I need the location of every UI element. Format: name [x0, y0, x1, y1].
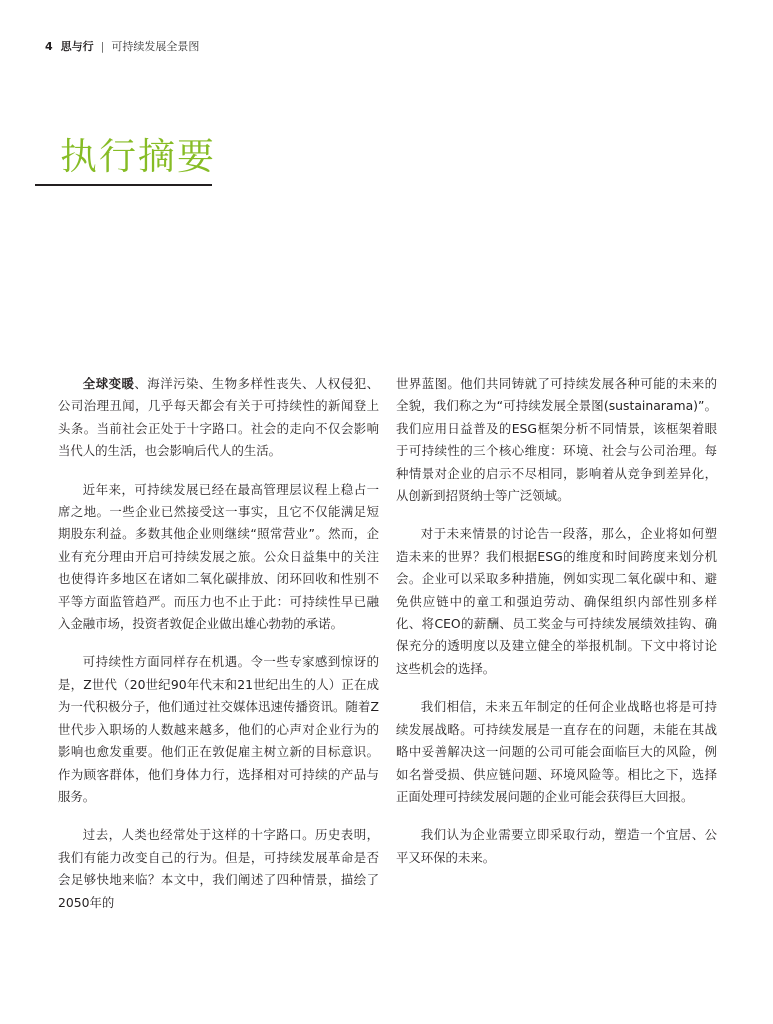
left-text-column	[58, 373, 379, 930]
paragraph-1	[58, 373, 379, 463]
page-number: 4	[45, 40, 53, 53]
paragraph-3: 可持续性方面同样存在机遇。令一些专家感到惊讶的是，Z世代（20世纪90年代末和21世纪出生的人）正在成为一代积极分子，他们通过社交媒体迅速传播资讯。随着Z世代步入职场的人数越来越多，他们的心声对企业行为的影响也愈发重要。他们正在敦促雇主树立新的目标意识。作为顾客群体，他们身体力行，选择相对可持续的产品与服务。	[58, 654, 379, 804]
title-underline	[35, 184, 212, 186]
running-header	[45, 40, 199, 54]
lead-phrase: 全球变暖	[82, 376, 135, 391]
page-title: 执行摘要	[60, 135, 216, 178]
publication-brand: 思与行	[60, 40, 94, 53]
header-separator: |	[100, 40, 105, 53]
right-text-column	[396, 373, 717, 885]
paragraph-5-continued: 世界蓝图。他们共同铸就了可持续发展各种可能的未来的全貌，我们称之为“可持续发展全景图(sustainarama)”。我们应用日益普及的ESG框架分析不同情景，该框架着眼于可持续性的三个核心维度：环境、社会与公司治理。每种情景对企业的启示不尽相同，影响着从竞争到差异化，从创新到招贤纳士等广泛领域。	[396, 376, 717, 504]
paragraph-7: 我们相信，未来五年制定的任何企业战略也将是可持续发展战略。可持续发展是一直存在的问题，未能在其战略中妥善解决这一问题的公司可能会面临巨大的风险，例如名誉受损、供应链问题、环境风险等。相比之下，选择正面处理可持续发展问题的企业可能会获得巨大回报。	[396, 699, 717, 804]
paragraph-2: 近年来，可持续发展已经在最高管理层议程上稳占一席之地。一些企业已然接受这一事实，且它不仅能满足短期股东利益。多数其他企业则继续“照常营业”。然而，企业有充分理由开启可持续发展之旅。公众日益集中的关注也使得许多地区在诸如二氧化碳排放、闭环回收和性别不平等方面监管趋严。而压力也不止于此：可持续性早已融入金融市场，投资者敦促企业做出雄心勃勃的承诺。	[58, 481, 379, 632]
paragraph-4: 过去，人类也经常处于这样的十字路口。历史表明，我们有能力改变自己的行为。但是，可持续发展革命是否会足够快地来临？本文中，我们阐述了四种情景，描绘了2050年的	[58, 827, 379, 910]
paragraph-6: 对于未来情景的讨论告一段落，那么，企业将如何塑造未来的世界？我们根据ESG的维度和时间跨度来划分机会。企业可以采取多种措施，例如实现二氧化碳中和、避免供应链中的童工和强迫劳动、确保组织内部性别多样化、将CEO的薪酬、员工奖金与可持续发展绩效挂钩、确保充分的透明度以及建立健全的举报机制。下文中将讨论这些机会的选择。	[396, 526, 717, 676]
paragraph-8: 我们认为企业需要立即采取行动，塑造一个宜居、公平又环保的未来。	[396, 827, 717, 865]
paragraph-1-body: 、海洋污染、生物多样性丧失、人权侵犯、公司治理丑闻，几乎每天都会有关于可持续性的新闻登上头条。当前社会正处于十字路口。社会的走向不仅会影响当代人的生活，也会影响后代人的生活。	[58, 376, 380, 459]
report-subtitle: 可持续发展全景图	[111, 40, 200, 53]
